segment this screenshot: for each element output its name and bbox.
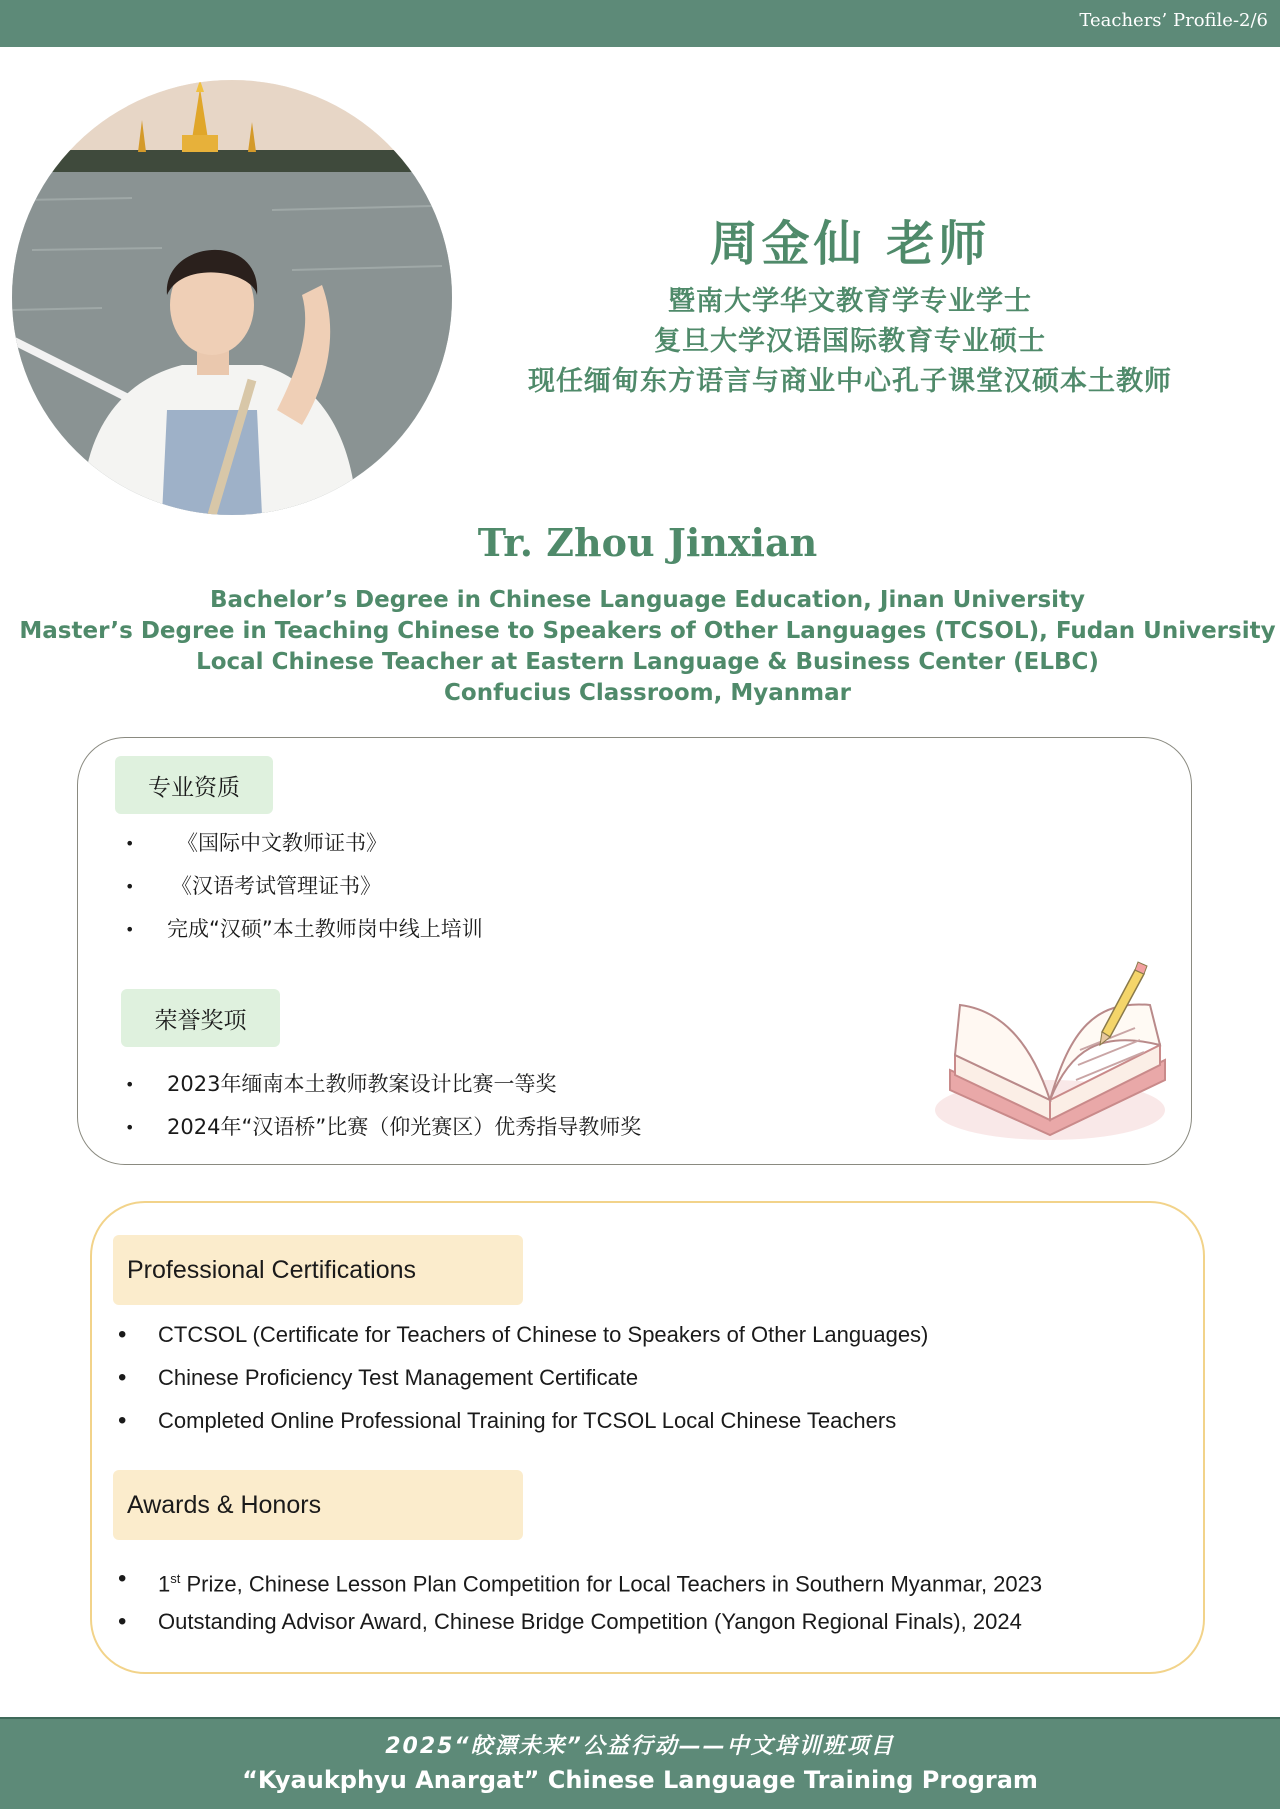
en-credential: Local Chinese Teacher at Eastern Language & Business Center (ELBC) bbox=[196, 649, 1099, 675]
list-item: • 完成“汉硕”本土教师岗中线上培训 bbox=[125, 908, 483, 951]
en-credential: Confucius Classroom, Myanmar bbox=[444, 680, 851, 706]
list-item: • 2023年缅南本土教师教案设计比赛一等奖 bbox=[125, 1063, 641, 1106]
list-item: • Completed Online Professional Training for TCSOL Local Chinese Teachers bbox=[118, 1399, 928, 1442]
cn-credential: 暨南大学华文教育学专业学士 bbox=[668, 286, 1032, 317]
footer-bar bbox=[0, 1717, 1280, 1809]
list-item: • 2024年“汉语桥”比赛（仰光赛区）优秀指导教师奖 bbox=[125, 1106, 641, 1149]
award-text: Prize, Chinese Lesson Plan Competition for Local Teachers in Southern Myanmar, 2023 bbox=[180, 1571, 1043, 1597]
chinese-header bbox=[450, 200, 1250, 402]
cn-awards-tag: 荣誉奖项 bbox=[121, 989, 280, 1047]
cn-credential: 复旦大学汉语国际教育专业硕士 bbox=[654, 326, 1046, 357]
cn-qualifications-tag: 专业资质 bbox=[115, 756, 273, 814]
page-label: Teachers’ Profile-2/6 bbox=[1079, 10, 1268, 31]
en-credential: Master’s Degree in Teaching Chinese to Speakers of Other Languages (TCSOL), Fudan University bbox=[19, 618, 1276, 644]
list-item: • 《汉语考试管理证书》 bbox=[125, 865, 483, 908]
award-ordinal-suffix: st bbox=[170, 1571, 181, 1586]
list-item: • 《国际中文教师证书》 bbox=[125, 822, 483, 865]
book-and-pencil-icon bbox=[930, 960, 1190, 1164]
cn-credential: 现任缅甸东方语言与商业中心孔子课堂汉硕本土教师 bbox=[528, 366, 1172, 397]
list-item bbox=[118, 1557, 1042, 1600]
footer-title-cn: 2025“皎漂未来”公益行动——中文培训班项目 bbox=[385, 1734, 895, 1759]
cn-awards-list bbox=[125, 1063, 641, 1149]
en-certifications-tag: Professional Certifications bbox=[113, 1235, 523, 1305]
list-item: • CTCSOL (Certificate for Teachers of Chinese to Speakers of Other Languages) bbox=[118, 1313, 928, 1356]
english-credentials bbox=[0, 585, 1280, 709]
top-bar bbox=[0, 0, 1280, 47]
en-awards-tag: Awards & Honors bbox=[113, 1470, 523, 1540]
en-awards-list bbox=[118, 1557, 1042, 1643]
cn-qualifications-list bbox=[125, 822, 483, 951]
teacher-photo bbox=[12, 80, 452, 515]
teacher-name-en: Tr. Zhou Jinxian bbox=[477, 520, 818, 565]
en-certifications-list bbox=[118, 1313, 928, 1442]
list-item: • Chinese Proficiency Test Management Certificate bbox=[118, 1356, 928, 1399]
en-credential: Bachelor’s Degree in Chinese Language Education, Jinan University bbox=[209, 587, 1086, 613]
teacher-name-cn: 周金仙 老师 bbox=[709, 216, 991, 272]
list-item: • Outstanding Advisor Award, Chinese Bridge Competition (Yangon Regional Finals), 2024 bbox=[118, 1600, 1042, 1643]
award-ordinal: 1 bbox=[158, 1571, 171, 1597]
footer-title-en: “Kyaukphyu Anargat” Chinese Language Training Program bbox=[242, 1766, 1038, 1794]
